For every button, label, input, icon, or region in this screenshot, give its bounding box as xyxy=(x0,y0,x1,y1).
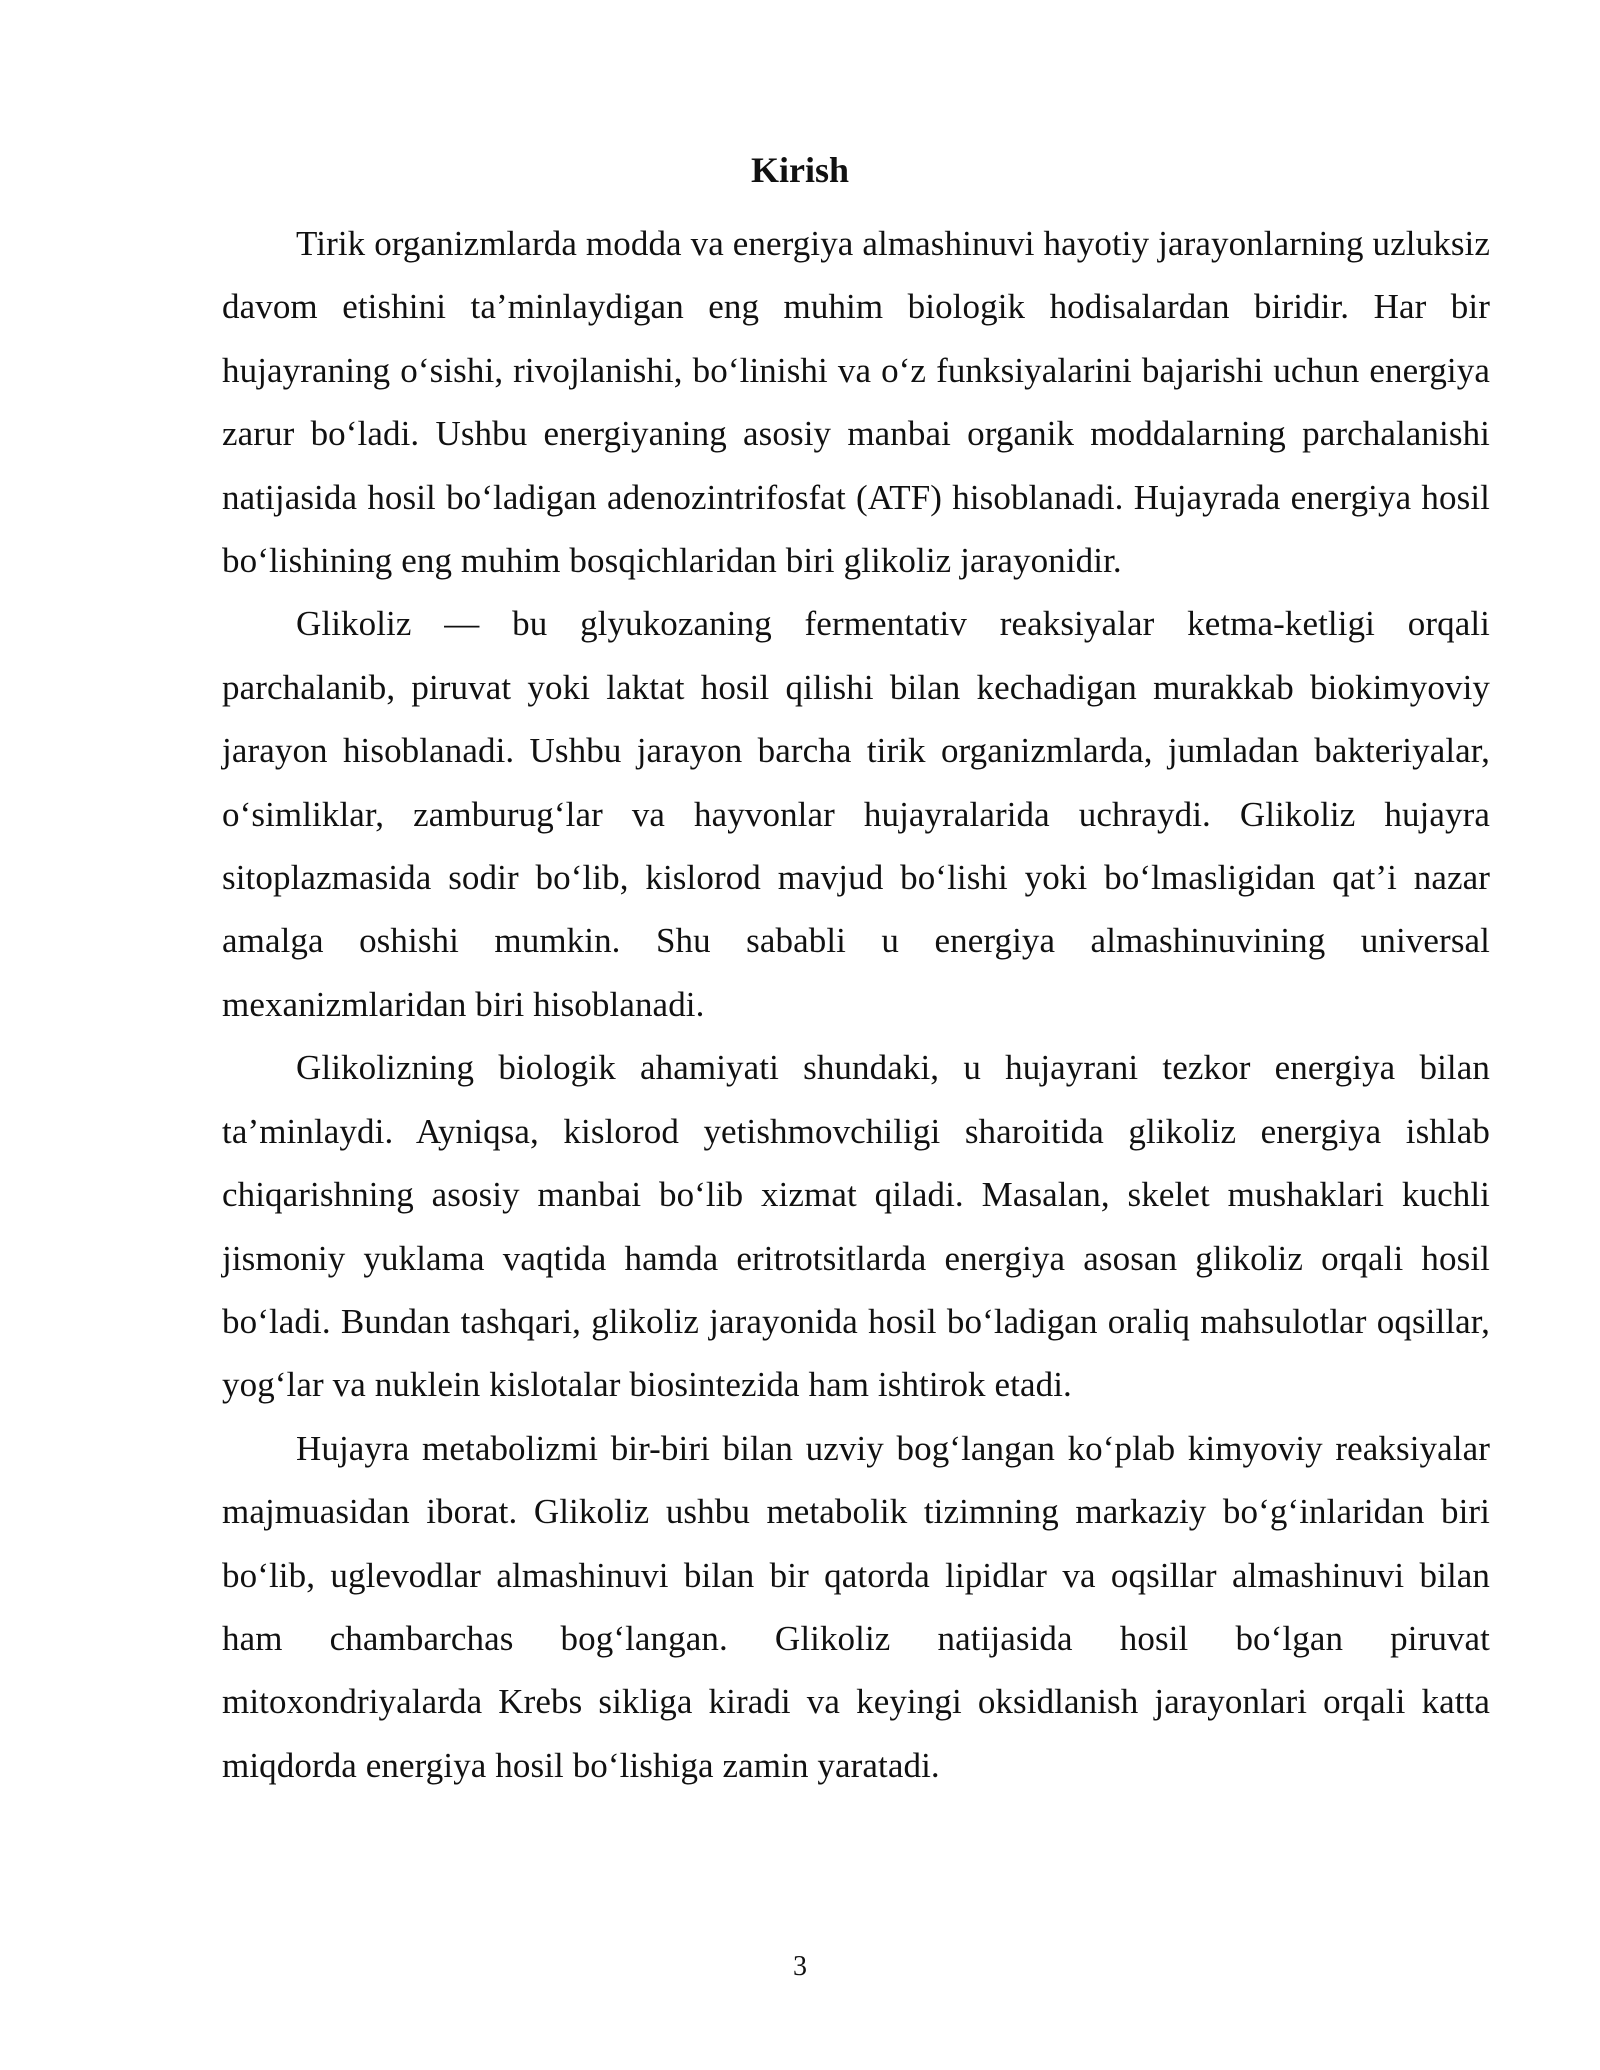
page-number: 3 xyxy=(793,1951,807,1982)
paragraph-1: Tirik organizmlarda modda va energiya almashinuvi hayotiy jarayonlarning uzluksiz davom etishini ta’minlaydigan eng muhim biologik hodisalardan biridir. Har bir hujayraning o‘sishi, rivojlanishi, bo‘linishi va o‘z funksiyalarini bajarishi uchun energiya zarur bo‘ladi. Ushbu energiyaning asosiy manbai organik moddalarning parchalanishi natijasida hosil bo‘ladigan adenozintrifosfat (ATF) hisoblanadi. Hujayrada energiya hosil bo‘lishining eng muhim bosqichlaridan biri glikoliz jarayonidir. xyxy=(222,224,1490,581)
paragraph-3: Glikolizning biologik ahamiyati shundaki, u hujayrani tezkor energiya bilan ta’minlaydi. Ayniqsa, kislorod yetishmovchiligi sharoitida glikoliz energiya ishlab chiqarishning asosiy manbai bo‘lib xizmat qiladi. Masalan, skelet mushaklari kuchli jismoniy yuklama vaqtida hamda eritrotsitlarda energiya asosan glikoliz orqali hosil bo‘ladi. Bundan tashqari, glikoliz jarayonida hosil bo‘ladigan oraliq mahsulotlar oqsillar, yog‘lar va nuklein kislotalar biosintezida ham ishtirok etadi. xyxy=(222,1048,1490,1405)
paragraph-2: Glikoliz — bu glyukozaning fermentativ reaksiyalar ketma-ketligi orqali parchalanib, piruvat yoki laktat hosil qilishi bilan kechadigan murakkab biokimyoviy jarayon hisoblanadi. Ushbu jarayon barcha tirik organizmlarda, jumladan bakteriyalar, o‘simliklar, zamburug‘lar va hayvonlar hujayralarida uchraydi. Glikoliz hujayra sitoplazmasida sodir bo‘lib, kislorod mavjud bo‘lishi yoki bo‘lmasligidan qat’i nazar amalga oshishi mumkin. Shu sababli u energiya almashinuvining universal mexanizmlaridan biri hisoblanadi. xyxy=(222,604,1490,1024)
paragraph-4: Hujayra metabolizmi bir-biri bilan uzviy bog‘langan ko‘plab kimyoviy reaksiyalar majmuasidan iborat. Glikoliz ushbu metabolik tizimning markaziy bo‘g‘inlaridan biri bo‘lib, uglevodlar almashinuvi bilan bir qatorda lipidlar va oqsillar almashinuvi bilan ham chambarchas bog‘langan. Glikoliz natijasida hosil bo‘lgan piruvat mitoxondriyalarda Krebs sikliga kiradi va keyingi oksidlanish jarayonlari orqali katta miqdorda energiya hosil bo‘lishiga zamin yaratadi. xyxy=(222,1428,1490,1785)
section-title: Kirish xyxy=(750,150,849,190)
body-text xyxy=(222,212,1490,1797)
